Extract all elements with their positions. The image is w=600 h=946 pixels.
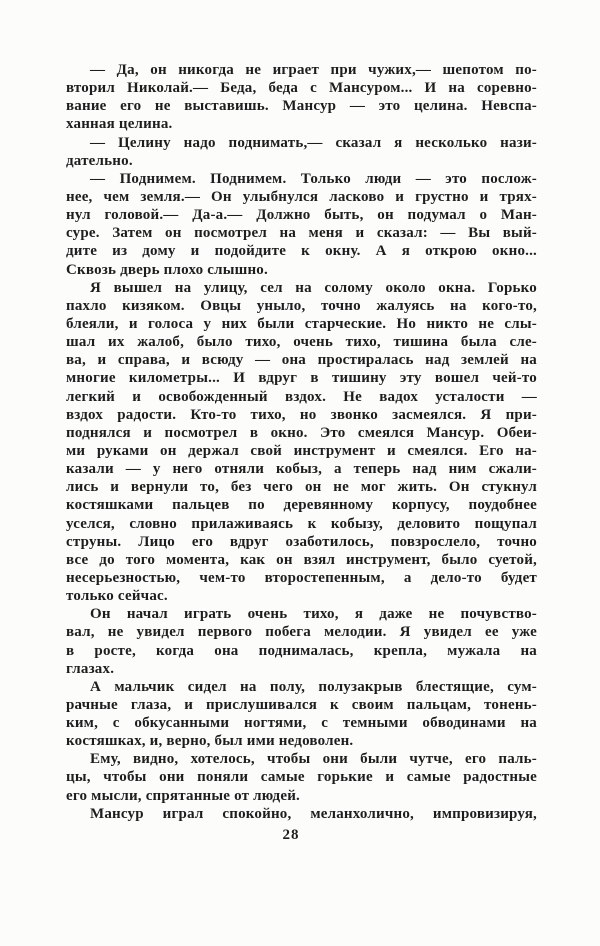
text-line: Ему, видно, хотелось, чтобы они были чутче, его паль- [90, 751, 537, 768]
text-line: поднялся и посмотрел в окно. Это смеялся Мансур. Обеи- [66, 424, 537, 441]
text-line: его мысли, спрятанные от людей. [66, 787, 300, 804]
text-line: ханная целина. [66, 116, 173, 133]
text-line: нее, чем земля.— Он улыбнулся ласково и грустно и трях- [66, 188, 537, 205]
text-line: в росте, когда она поднималась, крепла, мужала на [66, 642, 537, 659]
text-line: казали — у него отняли кобыз, а теперь над ним сжали- [66, 461, 537, 478]
text-line: шал их жалоб, было тихо, очень тихо, тишина была сле- [66, 334, 537, 351]
text-line: костяшках, и, верно, был ими недоволен. [66, 733, 354, 750]
text-line: лись и вернули то, без чего он не мог жить. Он стукнул [66, 479, 537, 496]
text-line: легкий и освобожденный вздох. Не вадох усталости — [66, 388, 537, 405]
text-line: цы, чтобы они поняли самые горькие и самые радостные [66, 769, 537, 786]
text-line: ми руками он держал свой инструмент и смеялся. Его на- [66, 442, 537, 459]
text-block [66, 61, 537, 823]
text-line: суре. Затем он посмотрел на меня и сказал: — Вы вый- [66, 225, 537, 242]
text-line: многие километры... И вдруг в тишину эту вошел чей-то [66, 370, 537, 387]
text-line: вание его не выставишь. Мансур — это целина. Невспа- [66, 98, 537, 115]
text-line: несерьезностью, чем-то второстепенным, а дело-то будет [66, 569, 537, 586]
text-line: все до того момента, как он взял инструмент, было суетой, [66, 551, 537, 568]
text-line: нул головой.— Да-а.— Должно быть, он подумал о Ман- [66, 207, 537, 224]
text-line: ва, и справа, и всюду — она простиралась над землей на [66, 352, 537, 369]
text-line: пахло кизяком. Овцы уныло, точно жалуясь на кого-то, [66, 297, 537, 314]
text-line: только сейчас. [66, 588, 168, 605]
text-line: — Целину надо поднимать,— сказал я несколько нази- [90, 134, 537, 151]
text-line: Я вышел на улицу, сел на солому около окна. Горько [90, 279, 537, 296]
text-line: дите из дому и подойдите к окну. А я открою окно... [66, 243, 537, 260]
text-line: — Поднимем. Поднимем. Только люди — это послож- [90, 170, 537, 187]
text-line: струны. Лицо его вдруг озаботилось, повзрослело, точно [66, 533, 537, 550]
text-line: А мальчик сидел на полу, полузакрыв блестящие, сум- [90, 678, 537, 695]
page-number: 28 [282, 827, 300, 843]
text-line: блеяли, и голоса у них были старческие. Но никто не слы- [66, 315, 537, 332]
text-line: — Да, он никогда не играет при чужих,— шепотом по- [90, 62, 537, 78]
text-line: Он начал играть очень тихо, я даже не почувство- [90, 606, 537, 623]
text-line: Мансур играл спокойно, меланхолично, импровизируя, [90, 805, 537, 822]
text-line: вздох радости. Кто-то тихо, но звонко засмеялся. Я при- [66, 406, 537, 423]
text-line: костяшками пальцев по деревянному корпусу, поудобнее [66, 497, 537, 514]
text-line: вторил Николай.— Беда, беда с Мансуром... И на соревно- [66, 80, 537, 97]
text-line: уселся, словно прилаживаясь к кобызу, деловито пощупал [66, 515, 537, 532]
text-line: ким, с обкусанными ногтями, с темными обводинами на [66, 715, 537, 732]
text-line: дательно. [66, 152, 133, 169]
text-line: рачные глаза, и прислушивался к своим пальцам, тонень- [66, 696, 537, 713]
text-line: глазах. [66, 660, 115, 677]
text-line: вал, не увидел первого побега мелодии. Я увидел ее уже [66, 624, 537, 641]
text-line: Сквозь дверь плохо слышно. [66, 261, 268, 278]
